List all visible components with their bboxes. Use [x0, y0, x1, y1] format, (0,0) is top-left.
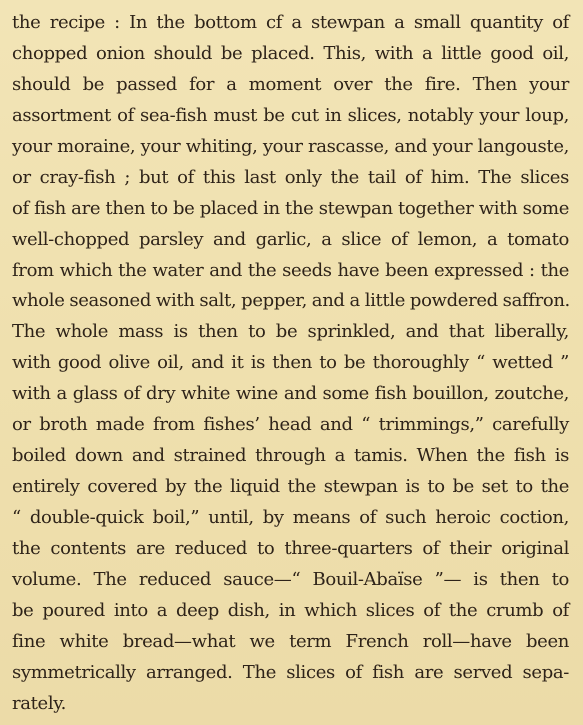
text-line: the recipe : In the bottom cf a stewpan a small quantity of: [12, 12, 569, 33]
text-line: The whole mass is then to be sprinkled, and that liberally,: [12, 321, 569, 343]
text-line: your moraine, your whiting, your rascasse, and your langouste,: [12, 135, 569, 157]
text-line: whole seasoned with salt, pepper, and a little powdered saffron.: [12, 290, 570, 312]
text-line: from which the water and the seeds have been expressed : the: [12, 259, 569, 281]
text-line: boiled down and strained through a tamis. When the fish is: [12, 445, 569, 467]
text-line: or broth made from fishes’ head and “ trimmings,” carefully: [12, 414, 569, 436]
text-line: assortment of sea-fish must be cut in slices, notably your loup,: [12, 104, 569, 126]
text-line: with a glass of dry white wine and some fish bouillon, zoutche,: [12, 383, 569, 405]
text-line: with good olive oil, and it is then to be thoroughly “ wetted ”: [12, 352, 569, 374]
text-line: should be passed for a moment over the fire. Then your: [12, 73, 569, 95]
text-line: rately.: [12, 692, 67, 714]
text-line: the contents are reduced to three-quarters of their original: [12, 537, 569, 559]
text-line: fine white bread—what we term French roll—have been: [12, 630, 569, 652]
body-text: [12, 8, 569, 720]
text-line: be poured into a deep dish, in which slices of the crumb of: [12, 599, 569, 621]
text-line: of fish are then to be placed in the stewpan together with some: [12, 197, 569, 219]
text-line: well-chopped parsley and garlic, a slice of lemon, a tomato: [12, 228, 569, 250]
text-line: volume. The reduced sauce—“ Bouil-Abaïse ”— is then to: [12, 568, 569, 590]
text-line: entirely covered by the liquid the stewpan is to be set to the: [12, 476, 569, 498]
text-line: or cray-fish ; but of this last only the tail of him. The slices: [12, 166, 569, 188]
text-line: “ double-quick boil,” until, by means of such heroic coction,: [12, 507, 569, 528]
text-line: chopped onion should be placed. This, with a little good oil,: [12, 42, 569, 64]
text-line: symmetrically arranged. The slices of fish are served sepa-: [12, 661, 569, 683]
